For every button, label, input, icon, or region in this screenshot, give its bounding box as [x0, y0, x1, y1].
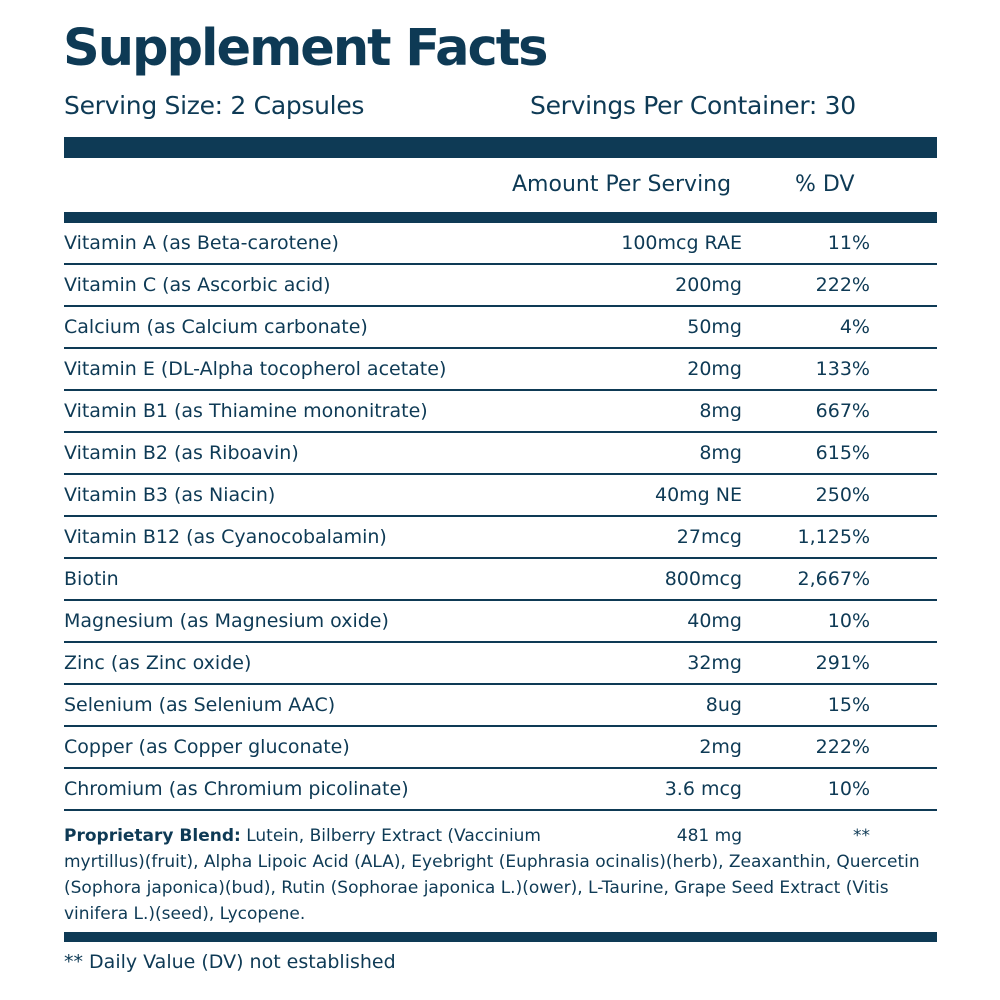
nutrient-name: Calcium (as Calcium carbonate): [64, 316, 368, 338]
nutrient-name: Magnesium (as Magnesium oxide): [64, 610, 389, 632]
table-row: [64, 265, 937, 307]
table-row: [64, 643, 937, 685]
nutrient-amount: 3.6 mcg: [664, 778, 742, 800]
nutrient-dv: 1,125%: [797, 526, 870, 548]
nutrient-amount: 2mg: [699, 736, 742, 758]
nutrient-dv: 222%: [815, 274, 870, 296]
page-title: Supplement Facts: [63, 19, 547, 78]
nutrient-dv: 222%: [815, 736, 870, 758]
nutrient-amount: 8mg: [699, 400, 742, 422]
table-row: [64, 685, 937, 727]
nutrient-name: Biotin: [64, 568, 119, 590]
nutrient-amount: 200mg: [675, 274, 742, 296]
nutrient-amount: 27mcg: [676, 526, 742, 548]
blend-amount: 481 mg: [676, 826, 742, 846]
table-row: [64, 475, 937, 517]
nutrient-amount: 100mcg RAE: [621, 232, 742, 254]
nutrient-name: Vitamin A (as Beta-carotene): [64, 232, 339, 254]
nutrient-dv: 10%: [827, 778, 870, 800]
nutrient-dv: 10%: [827, 610, 870, 632]
nutrient-table: [64, 223, 937, 811]
nutrient-amount: 40mg: [687, 610, 742, 632]
nutrient-dv: 11%: [827, 232, 870, 254]
nutrient-dv: 2,667%: [797, 568, 870, 590]
nutrient-dv: 291%: [815, 652, 870, 674]
amount-column-header: Amount Per Serving: [512, 172, 732, 197]
nutrient-amount: 40mg NE: [654, 484, 742, 506]
nutrient-name: Vitamin B12 (as Cyanocobalamin): [64, 526, 387, 548]
table-row: [64, 769, 937, 811]
nutrient-amount: 50mg: [687, 316, 742, 338]
blend-description: [64, 823, 937, 927]
blend-ingredients: Lutein, Bilberry Extract (Vaccinium myrtillus)(fruit), Alpha Lipoic Acid (ALA), Eyebright (Euphrasia ocinalis)(herb), Zeaxanthin, Quercetin (Sophora japonica)(bud), Rutin (Sophorae japonica L.)(ower), L-Taurine, Grape Seed Extract (Vitis vinifera L.)(seed), Lycopene.: [64, 826, 920, 924]
nutrient-dv: 15%: [827, 694, 870, 716]
nutrient-name: Vitamin E (DL-Alpha tocopherol acetate): [64, 358, 447, 380]
table-row: [64, 727, 937, 769]
table-row: [64, 391, 937, 433]
table-row: [64, 349, 937, 391]
blend-label: Proprietary Blend:: [64, 826, 241, 846]
nutrient-name: Chromium (as Chromium picolinate): [64, 778, 409, 800]
bottom-divider-bar: [64, 932, 937, 942]
table-row: [64, 601, 937, 643]
nutrient-amount: 8ug: [705, 694, 742, 716]
nutrient-name: Vitamin B3 (as Niacin): [64, 484, 276, 506]
header-divider-bar: [64, 212, 937, 223]
table-row: [64, 223, 937, 265]
serving-size: Serving Size: 2 Capsules: [64, 91, 365, 120]
nutrient-dv: 133%: [815, 358, 870, 380]
top-divider-bar: [64, 137, 937, 158]
table-row: [64, 307, 937, 349]
nutrient-dv: 250%: [815, 484, 870, 506]
footnote: ** Daily Value (DV) not established: [64, 951, 396, 973]
nutrient-name: Copper (as Copper gluconate): [64, 736, 350, 758]
nutrient-amount: 800mcg: [664, 568, 742, 590]
nutrient-name: Zinc (as Zinc oxide): [64, 652, 252, 674]
nutrient-amount: 8mg: [699, 442, 742, 464]
nutrient-amount: 32mg: [687, 652, 742, 674]
nutrient-name: Vitamin B1 (as Thiamine mononitrate): [64, 400, 428, 422]
servings-per-container: Servings Per Container: 30: [530, 91, 856, 120]
table-row: [64, 517, 937, 559]
blend-spacer: [547, 823, 937, 849]
proprietary-blend: [64, 823, 937, 929]
nutrient-dv: 667%: [815, 400, 870, 422]
blend-dv: **: [853, 826, 870, 846]
nutrient-name: Vitamin B2 (as Riboavin): [64, 442, 299, 464]
nutrient-dv: 615%: [815, 442, 870, 464]
dv-column-header: % DV: [795, 172, 855, 197]
table-row: [64, 559, 937, 601]
nutrient-amount: 20mg: [687, 358, 742, 380]
nutrient-name: Vitamin C (as Ascorbic acid): [64, 274, 331, 296]
nutrient-dv: 4%: [839, 316, 870, 338]
table-row: [64, 433, 937, 475]
nutrient-name: Selenium (as Selenium AAC): [64, 694, 336, 716]
